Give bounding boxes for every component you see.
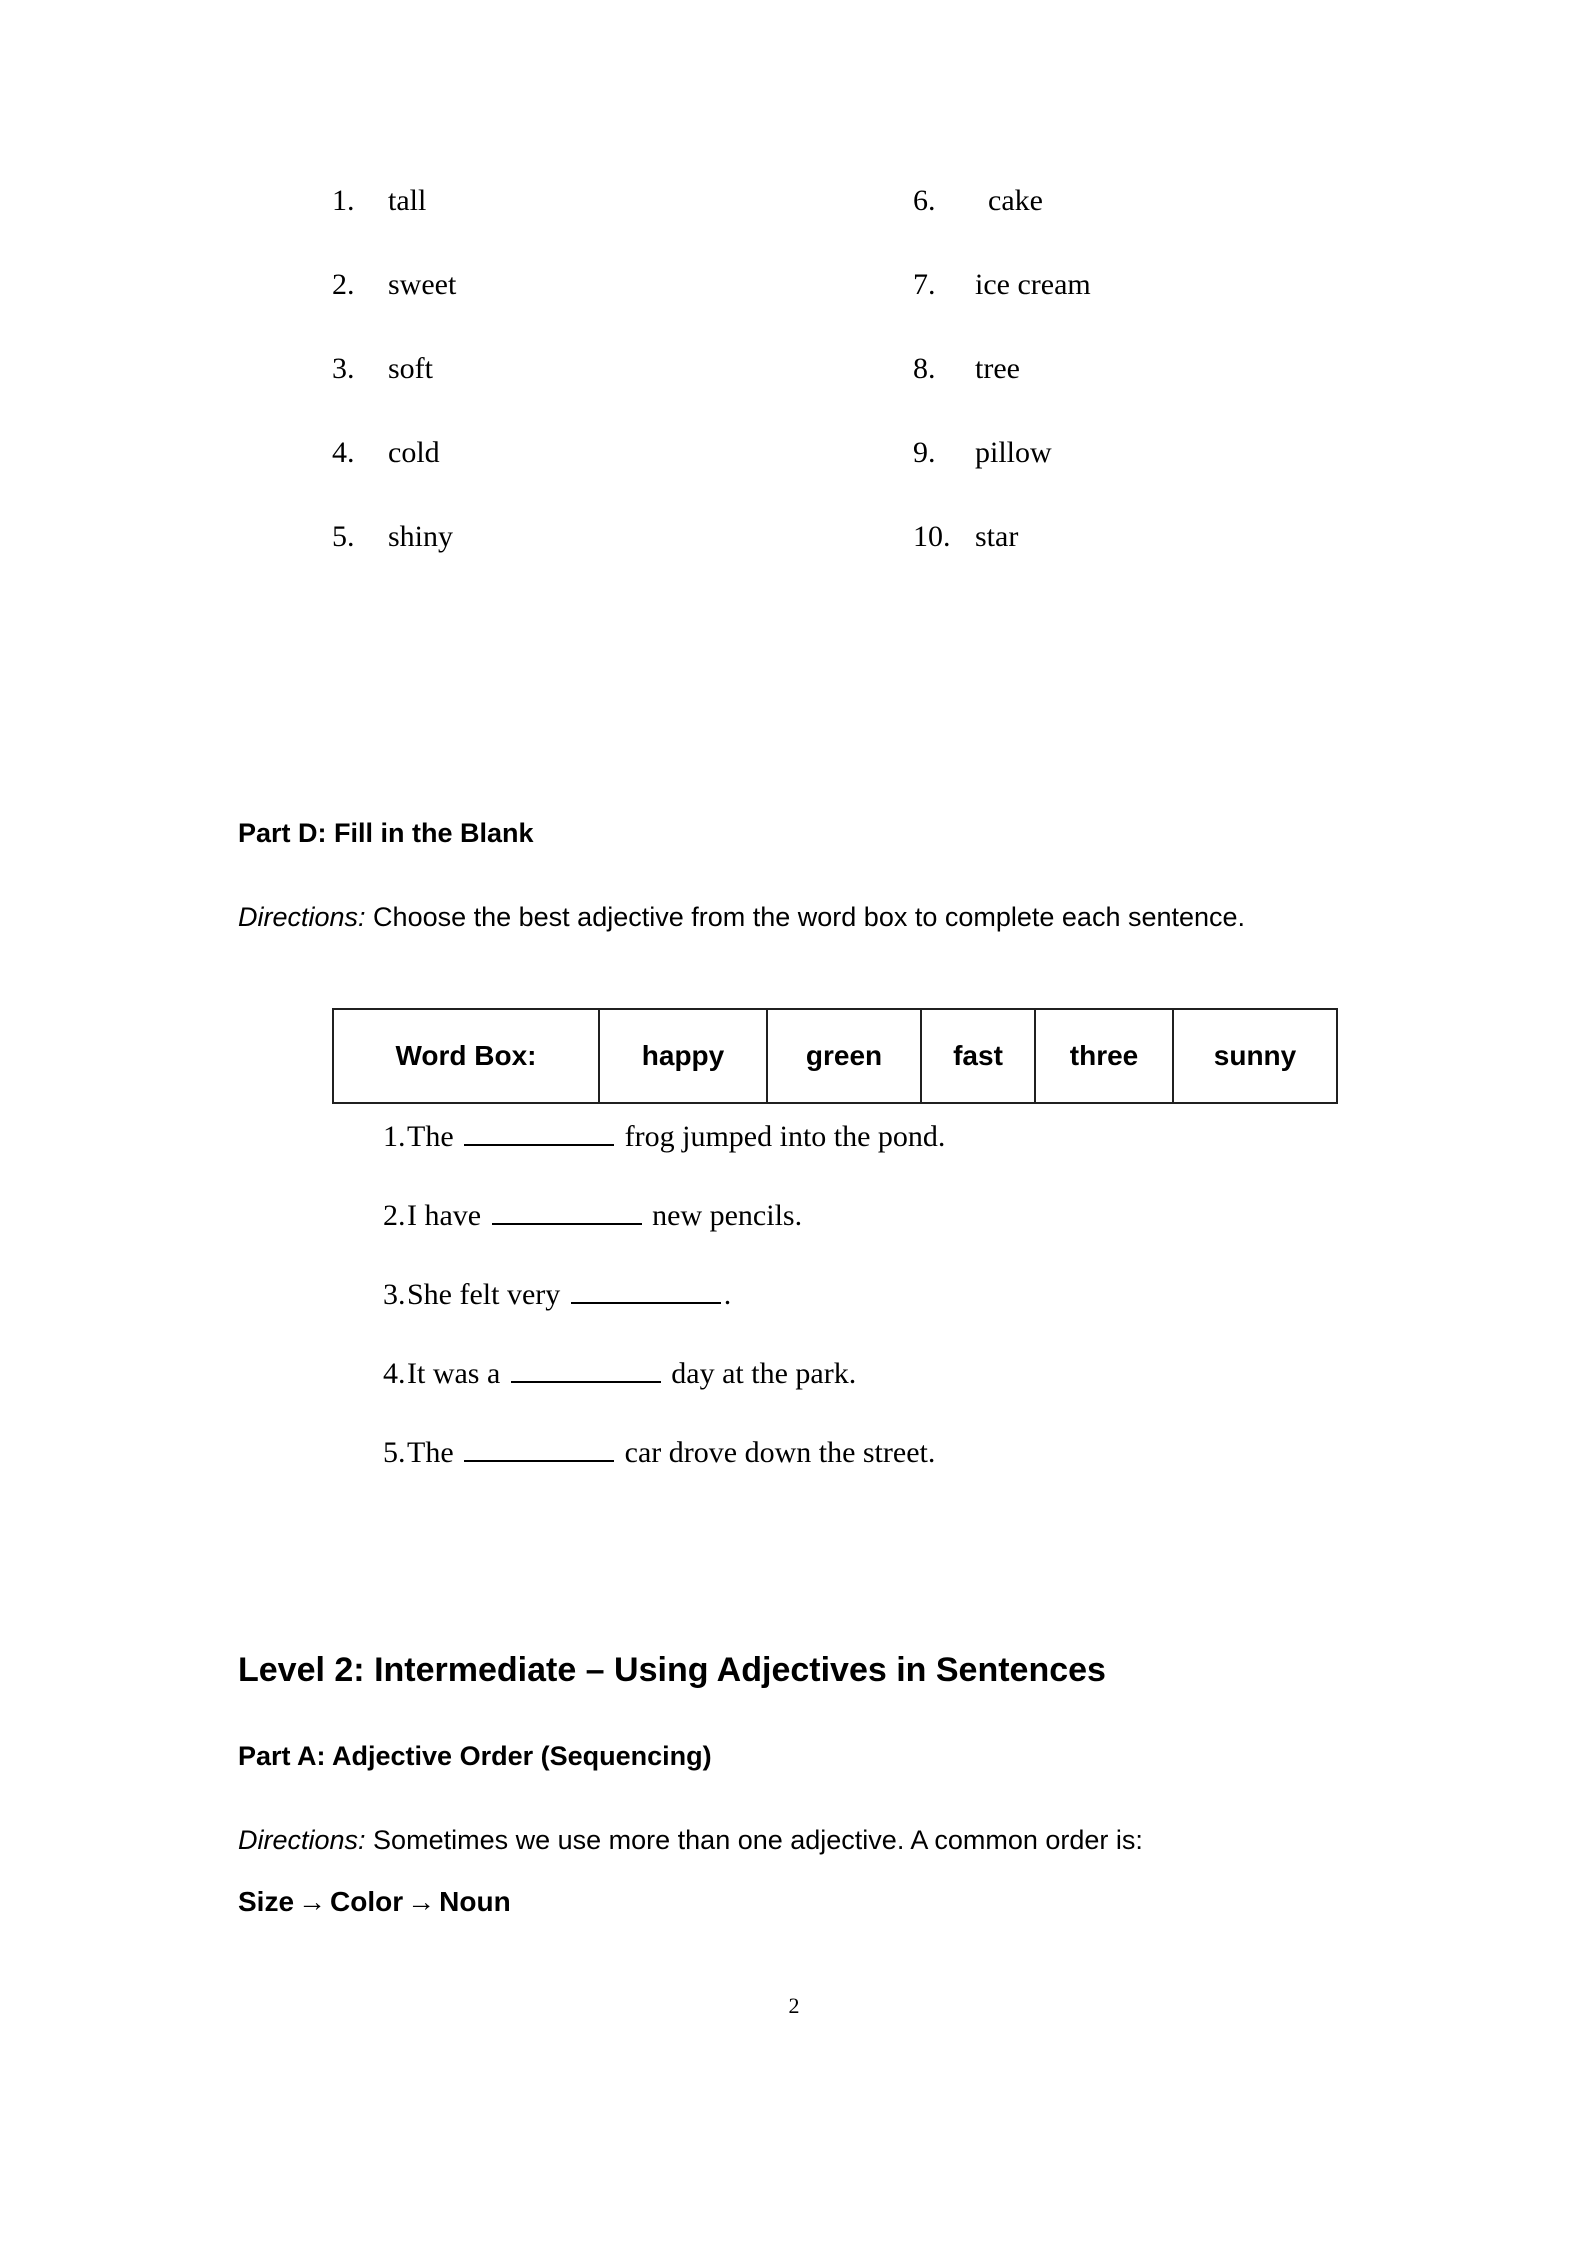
list-item-number: 1. xyxy=(332,184,355,217)
fill-in-the-blank-list xyxy=(383,1118,1383,1513)
word-box-cell-fast: fast xyxy=(921,1009,1035,1103)
part-a-directions xyxy=(238,1812,1358,1868)
list-item xyxy=(913,270,1091,300)
word-list-row xyxy=(238,522,1358,606)
list-item-number: 3. xyxy=(332,352,355,385)
order-rule-size: Size xyxy=(238,1886,295,1917)
word-box-cell-happy: happy xyxy=(599,1009,767,1103)
list-item xyxy=(383,1276,1383,1355)
list-item-word: shiny xyxy=(388,520,454,553)
answer-blank[interactable] xyxy=(511,1355,661,1383)
sentence-before-blank: It was a xyxy=(407,1357,508,1390)
list-item-word: star xyxy=(975,520,1019,553)
list-item xyxy=(332,270,456,300)
order-rule-noun: Noun xyxy=(439,1886,511,1917)
list-item xyxy=(913,438,1052,468)
directions-text: Choose the best adjective from the word box to complete each sentence. xyxy=(365,902,1246,932)
list-item-number: 10. xyxy=(913,520,951,553)
list-item-number: 1. xyxy=(383,1120,406,1153)
word-box-cell-three: three xyxy=(1035,1009,1173,1103)
directions-label: Directions: xyxy=(238,1825,366,1855)
list-item-number: 5. xyxy=(383,1436,406,1469)
adjective-noun-word-list xyxy=(238,186,1358,606)
list-item-number: 9. xyxy=(913,436,936,469)
word-list-row xyxy=(238,186,1358,270)
answer-blank[interactable] xyxy=(492,1197,642,1225)
list-item-word: cake xyxy=(988,184,1043,217)
answer-blank[interactable] xyxy=(571,1276,721,1304)
list-item-number: 8. xyxy=(913,352,936,385)
sentence-before-blank: She felt very xyxy=(407,1278,568,1311)
list-item-word: tall xyxy=(388,184,427,217)
answer-blank[interactable] xyxy=(464,1434,614,1462)
list-item-number: 6. xyxy=(913,184,936,217)
list-item-word: sweet xyxy=(388,268,457,301)
list-item-number: 3. xyxy=(383,1278,406,1311)
list-item-number: 7. xyxy=(913,268,936,301)
list-item xyxy=(332,522,453,552)
list-item xyxy=(913,522,1018,552)
list-item xyxy=(913,186,1043,216)
word-box-label: Word Box: xyxy=(333,1009,599,1103)
list-item xyxy=(383,1434,1383,1513)
sentence-before-blank: The xyxy=(407,1120,462,1153)
part-a-heading: Part A: Adjective Order (Sequencing) xyxy=(238,1741,712,1772)
word-box-cell-green: green xyxy=(767,1009,921,1103)
sentence-after-blank: car drove down the street. xyxy=(617,1436,936,1469)
word-box-table xyxy=(332,1008,1338,1104)
sentence-after-blank: day at the park. xyxy=(663,1357,857,1390)
list-item-word: tree xyxy=(975,352,1020,385)
page-number: 2 xyxy=(788,1993,800,2018)
list-item-word: cold xyxy=(388,436,440,469)
level-2-heading: Level 2: Intermediate – Using Adjectives in Sentences xyxy=(238,1650,1106,1689)
word-list-row xyxy=(238,270,1358,354)
list-item-number: 5. xyxy=(332,520,355,553)
right-arrow-icon: → xyxy=(298,1886,327,1917)
word-list-row xyxy=(238,438,1358,522)
list-item xyxy=(332,186,426,216)
word-list-row xyxy=(238,354,1358,438)
list-item xyxy=(383,1355,1383,1434)
list-item-number: 4. xyxy=(383,1357,406,1390)
list-item xyxy=(913,354,1020,384)
directions-label: Directions: xyxy=(238,902,366,932)
list-item-word: soft xyxy=(388,352,433,385)
right-arrow-icon: → xyxy=(407,1886,436,1917)
list-item-word: pillow xyxy=(975,436,1052,469)
sentence-before-blank: The xyxy=(407,1436,462,1469)
list-item xyxy=(332,354,433,384)
list-item-number: 4. xyxy=(332,436,355,469)
order-rule-color: Color xyxy=(330,1886,404,1917)
sentence-after-blank: frog jumped into the pond. xyxy=(617,1120,946,1153)
part-d-heading: Part D: Fill in the Blank xyxy=(238,818,534,849)
list-item-word: ice cream xyxy=(975,268,1091,301)
list-item xyxy=(383,1197,1383,1276)
adjective-order-rule xyxy=(238,1888,511,1916)
sentence-before-blank: I have xyxy=(407,1199,489,1232)
list-item-number: 2. xyxy=(383,1199,406,1232)
directions-text: Sometimes we use more than one adjective. A common order is: xyxy=(365,1825,1143,1855)
sentence-after-blank: . xyxy=(723,1278,732,1311)
part-d-directions xyxy=(238,889,1358,945)
sentence-after-blank: new pencils. xyxy=(644,1199,803,1232)
list-item xyxy=(332,438,440,468)
table-row xyxy=(333,1009,1337,1103)
list-item-number: 2. xyxy=(332,268,355,301)
answer-blank[interactable] xyxy=(464,1118,614,1146)
word-box-cell-sunny: sunny xyxy=(1173,1009,1337,1103)
list-item xyxy=(383,1118,1383,1197)
